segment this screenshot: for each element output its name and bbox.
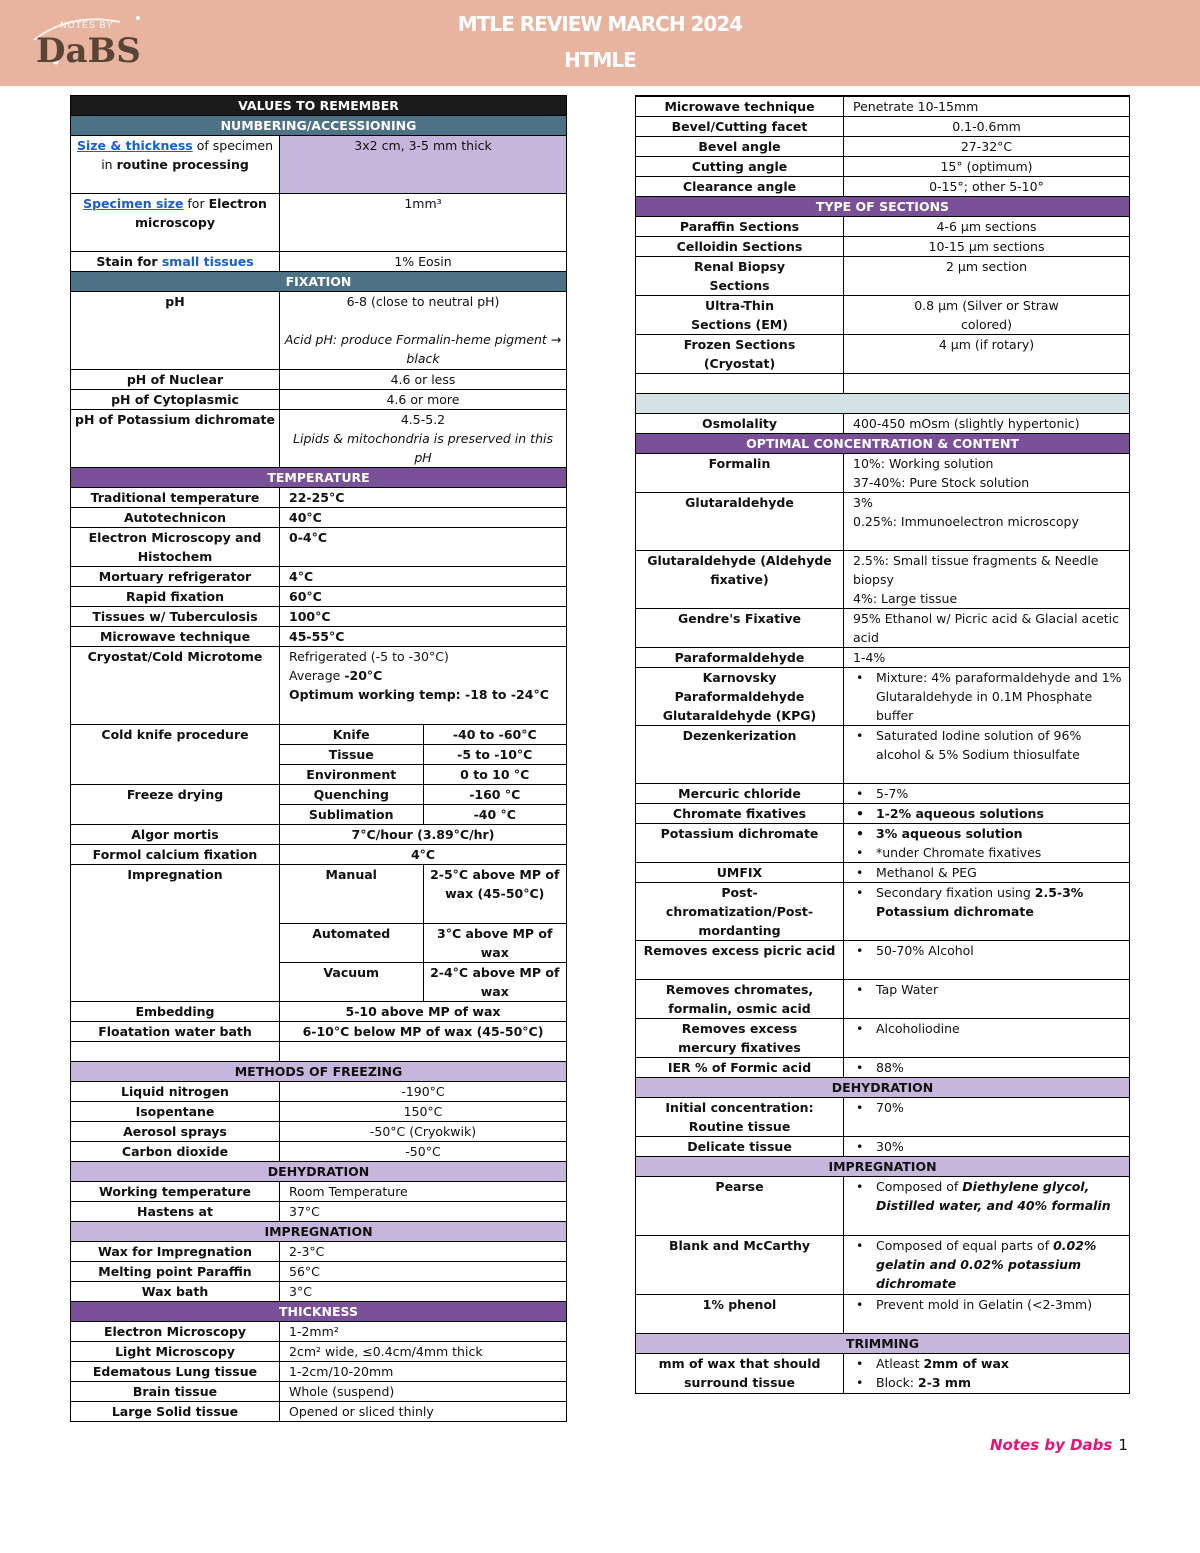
- bullet-item: • Composed of Diethylene glycol, Distilled water, and 40% formalin: [847, 1177, 1126, 1215]
- row-label: IER % of Formic acid: [636, 1058, 844, 1078]
- row-label: Bevel angle: [636, 137, 844, 157]
- bullet-item: • 1-2% aqueous solutions: [847, 804, 1126, 823]
- row-value: 100°C: [280, 607, 567, 627]
- row-label: Removes chromates, formalin, osmic acid: [636, 980, 844, 1019]
- sub-label: Automated: [280, 923, 423, 962]
- row-value: 400-450 mOsm (slightly hypertonic): [844, 414, 1130, 434]
- row-value: [844, 980, 1130, 1019]
- divider-row: [636, 394, 1130, 414]
- sub-label: Vacuum: [280, 962, 423, 1001]
- row-value: [844, 883, 1130, 941]
- section-heading-freezing: METHODS OF FREEZING: [71, 1062, 567, 1082]
- section-title: VALUES TO REMEMBER: [71, 96, 567, 116]
- row-label: pH of Cytoplasmic: [71, 390, 280, 410]
- row-label: Delicate tissue: [636, 1137, 844, 1157]
- row-value: 1mm³: [280, 194, 567, 252]
- header-title: MTLE REVIEW MARCH 2024: [457, 12, 743, 36]
- row-label: Osmolality: [636, 414, 844, 434]
- section-heading-impregnation: IMPREGNATION: [636, 1157, 1130, 1177]
- sub-value: 2-4°C above MP of wax: [423, 962, 566, 1001]
- sub-label: Environment: [280, 765, 423, 785]
- row-value: 4-6 µm sections: [844, 217, 1130, 237]
- sub-label: Tissue: [280, 745, 423, 765]
- row-label: Autotechnicon: [71, 508, 280, 528]
- bullet-item: • 88%: [847, 1058, 1126, 1077]
- row-value: -50°C (Cryokwik): [280, 1122, 567, 1142]
- row-label: Freeze drying: [71, 785, 280, 825]
- row-label: Melting point Paraffin: [71, 1262, 280, 1282]
- row-label: Glutaraldehyde: [636, 493, 844, 551]
- row-value: [844, 668, 1130, 726]
- row-value: [844, 726, 1130, 784]
- row-value: 3°C: [280, 1282, 567, 1302]
- row-value: 56°C: [280, 1262, 567, 1282]
- row-label: UMFIX: [636, 863, 844, 883]
- row-label: Ultra-Thin Sections (EM): [636, 296, 844, 335]
- row-value: 4.5-5.2 Lipids & mitochondria is preserved in this pH: [280, 410, 567, 468]
- row-value: 4.6 or less: [280, 370, 567, 390]
- row-value: Whole (suspend): [280, 1382, 567, 1402]
- knife-subtable: [280, 725, 567, 785]
- row-value: 0-4°C: [280, 528, 567, 567]
- row-value: 4°C: [280, 567, 567, 587]
- row-value: Refrigerated (-5 to -30°C) Average -20°C Optimum working temp: -18 to -24°C: [280, 647, 567, 725]
- section-heading-dehydration: DEHYDRATION: [636, 1078, 1130, 1098]
- row-value: [844, 804, 1130, 824]
- row-value: [844, 1098, 1130, 1137]
- bullet-item: • Tap Water: [847, 980, 1126, 999]
- row-value: 22-25°C: [280, 488, 567, 508]
- row-value: [844, 1137, 1130, 1157]
- empty-cell: [636, 374, 844, 394]
- sub-value: -40 to -60°C: [423, 725, 566, 745]
- row-label: Pearse: [636, 1177, 844, 1236]
- row-label: Mercuric chloride: [636, 784, 844, 804]
- row-label: Cutting angle: [636, 157, 844, 177]
- row-label: Chromate fixatives: [636, 804, 844, 824]
- sub-value: -160 °C: [423, 785, 566, 805]
- row-label: Renal Biopsy Sections: [636, 257, 844, 296]
- section-heading-temperature: TEMPERATURE: [71, 468, 567, 488]
- row-value: [844, 1058, 1130, 1078]
- row-label: Mortuary refrigerator: [71, 567, 280, 587]
- row-value: 5-10 above MP of wax: [280, 1002, 567, 1022]
- bullet-item: • Block: 2-3 mm: [847, 1373, 1126, 1392]
- row-label: Microwave technique: [71, 627, 280, 647]
- sub-label: Quenching: [280, 785, 423, 805]
- row-label: Removes excess picric acid: [636, 941, 844, 980]
- row-value: 4 µm (if rotary): [844, 335, 1130, 374]
- row-value: [844, 1236, 1130, 1295]
- row-value: 0.1-0.6mm: [844, 117, 1130, 137]
- row-label: Wax bath: [71, 1282, 280, 1302]
- row-value: 2-3°C: [280, 1242, 567, 1262]
- row-label: Brain tissue: [71, 1382, 280, 1402]
- link-size-thickness[interactable]: Size & thickness: [76, 138, 193, 153]
- row-label: Edematous Lung tissue: [71, 1362, 280, 1382]
- row-value: [844, 784, 1130, 804]
- row-value: 0-15°; other 5-10°: [844, 177, 1130, 197]
- row-label: Working temperature: [71, 1182, 280, 1202]
- row-value: 4.6 or more: [280, 390, 567, 410]
- bullet-item: • Secondary fixation using 2.5-3% Potassium dichromate: [847, 883, 1126, 921]
- right-values-table: [635, 95, 1130, 1394]
- page-header: [0, 0, 1200, 86]
- row-value: 60°C: [280, 587, 567, 607]
- row-label: pH: [71, 292, 280, 370]
- row-value: 45-55°C: [280, 627, 567, 647]
- bullet-item: • Alcoholiodine: [847, 1019, 1126, 1038]
- row-value: 10-15 µm sections: [844, 237, 1130, 257]
- row-label: Cryostat/Cold Microtome: [71, 647, 280, 725]
- link-specimen-size[interactable]: Specimen size: [83, 196, 184, 211]
- row-label: Traditional temperature: [71, 488, 280, 508]
- row-label: Electron Microscopy and Histochem: [71, 528, 280, 567]
- row-value: Opened or sliced thinly: [280, 1402, 567, 1422]
- row-label: Formalin: [636, 454, 844, 493]
- section-heading-numbering: NUMBERING/ACCESSIONING: [71, 116, 567, 136]
- row-value: [844, 941, 1130, 980]
- bullet-item: • 70%: [847, 1098, 1126, 1117]
- row-label: Isopentane: [71, 1102, 280, 1122]
- row-value: 1-4%: [844, 648, 1130, 668]
- row-label: Stain for small tissues: [71, 252, 280, 272]
- impregnation-subtable: [280, 865, 567, 1002]
- row-value: [844, 1019, 1130, 1058]
- row-value: 10%: Working solution 37-40%: Pure Stock solution: [844, 454, 1130, 493]
- sub-label: Knife: [280, 725, 423, 745]
- row-label: 1% phenol: [636, 1295, 844, 1334]
- section-heading-fixation: FIXATION: [71, 272, 567, 292]
- section-heading-thickness: THICKNESS: [71, 1302, 567, 1322]
- page-footer: [990, 1436, 1128, 1454]
- logo-small-text: NOTES BY: [60, 20, 114, 30]
- empty-cell: [844, 374, 1130, 394]
- row-value: 6-10°C below MP of wax (45-50°C): [280, 1022, 567, 1042]
- row-label: Size & thickness of specimen in routine processing: [71, 136, 280, 194]
- row-label: Cold knife procedure: [71, 725, 280, 785]
- section-heading-impregnation: IMPREGNATION: [71, 1222, 567, 1242]
- sub-value: 0 to 10 °C: [423, 765, 566, 785]
- row-label: Microwave technique: [636, 96, 844, 117]
- row-value: [844, 1295, 1130, 1334]
- sub-value: -5 to -10°C: [423, 745, 566, 765]
- row-label: Karnovsky Paraformaldehyde Glutaraldehyde (KPG): [636, 668, 844, 726]
- row-label: Gendre's Fixative: [636, 609, 844, 648]
- row-label: mm of wax that should surround tissue: [636, 1354, 844, 1394]
- row-label: Paraformaldehyde: [636, 648, 844, 668]
- row-label: Paraffin Sections: [636, 217, 844, 237]
- row-value: 4°C: [280, 845, 567, 865]
- row-value: Penetrate 10-15mm: [844, 96, 1130, 117]
- bullet-item: • *under Chromate fixatives: [847, 843, 1126, 862]
- bullet-item: • Atleast 2mm of wax: [847, 1354, 1126, 1373]
- row-label: Bevel/Cutting facet: [636, 117, 844, 137]
- footer-text: Notes by Dabs: [990, 1436, 1113, 1454]
- bullet-item: • Prevent mold in Gelatin (<2-3mm): [847, 1295, 1126, 1314]
- header-subtitle: HTMLE: [564, 48, 636, 72]
- row-value: [844, 1354, 1130, 1394]
- row-value: 1-2cm/10-20mm: [280, 1362, 567, 1382]
- row-label: Aerosol sprays: [71, 1122, 280, 1142]
- row-label: Algor mortis: [71, 825, 280, 845]
- sub-label: Sublimation: [280, 805, 423, 825]
- row-label: Formol calcium fixation: [71, 845, 280, 865]
- bullet-item: • Methanol & PEG: [847, 863, 1126, 882]
- row-value: [844, 1177, 1130, 1236]
- row-label: Impregnation: [71, 865, 280, 1002]
- freeze-subtable: [280, 785, 567, 825]
- row-label: Clearance angle: [636, 177, 844, 197]
- sub-value: 3°C above MP of wax: [423, 923, 566, 962]
- row-label: Electron Microscopy: [71, 1322, 280, 1342]
- bullet-item: • 30%: [847, 1137, 1126, 1156]
- row-value: [844, 824, 1130, 863]
- bullet-item: • Saturated Iodine solution of 96% alcohol & 5% Sodium thiosulfate: [847, 726, 1126, 764]
- section-heading-dehydration: DEHYDRATION: [71, 1162, 567, 1182]
- row-label: Embedding: [71, 1002, 280, 1022]
- row-label: Tissues w/ Tuberculosis: [71, 607, 280, 627]
- sub-label: Manual: [280, 865, 423, 923]
- empty-cell: [280, 1042, 567, 1062]
- section-heading-sections: TYPE OF SECTIONS: [636, 197, 1130, 217]
- left-values-table: [70, 95, 567, 1422]
- row-value: 95% Ethanol w/ Picric acid & Glacial acetic acid: [844, 609, 1130, 648]
- row-value: 3% 0.25%: Immunoelectron microscopy: [844, 493, 1130, 551]
- row-value: 37°C: [280, 1202, 567, 1222]
- row-value: -50°C: [280, 1142, 567, 1162]
- sub-value: 2-5°C above MP of wax (45-50°C): [423, 865, 566, 923]
- row-label: Carbon dioxide: [71, 1142, 280, 1162]
- row-label: Blank and McCarthy: [636, 1236, 844, 1295]
- section-heading-trimming: TRIMMING: [636, 1334, 1130, 1354]
- row-value: 1% Eosin: [280, 252, 567, 272]
- row-label: Dezenkerization: [636, 726, 844, 784]
- row-label: Hastens at: [71, 1202, 280, 1222]
- row-label: Glutaraldehyde (Aldehyde fixative): [636, 551, 844, 609]
- row-value: 6-8 (close to neutral pH) Acid pH: produce Formalin-heme pigment → black: [280, 292, 567, 370]
- row-label: Initial concentration: Routine tissue: [636, 1098, 844, 1137]
- page-number: 1: [1118, 1436, 1128, 1454]
- row-value: [844, 863, 1130, 883]
- row-value: 3x2 cm, 3-5 mm thick: [280, 136, 567, 194]
- bullet-item: • 5-7%: [847, 784, 1126, 803]
- row-value: 27-32°C: [844, 137, 1130, 157]
- bullet-item: • 50-70% Alcohol: [847, 941, 1126, 960]
- bullet-item: • Composed of equal parts of 0.02% gelatin and 0.02% potassium dichromate: [847, 1236, 1126, 1293]
- row-value: 2 µm section: [844, 257, 1130, 296]
- row-value: 2.5%: Small tissue fragments & Needle biopsy 4%: Large tissue: [844, 551, 1130, 609]
- row-value: 15° (optimum): [844, 157, 1130, 177]
- logo-big-text: DaBS: [36, 31, 141, 71]
- bullet-item: • Mixture: 4% paraformaldehyde and 1% Glutaraldehyde in 0.1M Phosphate buffer: [847, 668, 1126, 725]
- row-label: Large Solid tissue: [71, 1402, 280, 1422]
- row-value: 0.8 µm (Silver or Straw colored): [844, 296, 1130, 335]
- row-label: Wax for Impregnation: [71, 1242, 280, 1262]
- section-heading-optimal: OPTIMAL CONCENTRATION & CONTENT: [636, 434, 1130, 454]
- row-label: Frozen Sections (Cryostat): [636, 335, 844, 374]
- row-label: Post-chromatization/Post-mordanting: [636, 883, 844, 941]
- row-label: Removes excess mercury fixatives: [636, 1019, 844, 1058]
- row-label: pH of Potassium dichromate: [71, 410, 280, 468]
- row-label: pH of Nuclear: [71, 370, 280, 390]
- sub-value: -40 °C: [423, 805, 566, 825]
- row-label: Rapid fixation: [71, 587, 280, 607]
- row-value: 2cm² wide, ≤0.4cm/4mm thick: [280, 1342, 567, 1362]
- row-value: 150°C: [280, 1102, 567, 1122]
- row-value: Room Temperature: [280, 1182, 567, 1202]
- row-value: -190°C: [280, 1082, 567, 1102]
- bullet-item: • 3% aqueous solution: [847, 824, 1126, 843]
- row-label: Celloidin Sections: [636, 237, 844, 257]
- row-label: Specimen size for Electron microscopy: [71, 194, 280, 252]
- row-value: 1-2mm²: [280, 1322, 567, 1342]
- empty-cell: [71, 1042, 280, 1062]
- row-label: Floatation water bath: [71, 1022, 280, 1042]
- row-label: Liquid nitrogen: [71, 1082, 280, 1102]
- row-value: 40°C: [280, 508, 567, 528]
- row-label: Potassium dichromate: [636, 824, 844, 863]
- row-value: 7°C/hour (3.89°C/hr): [280, 825, 567, 845]
- row-label: Light Microscopy: [71, 1342, 280, 1362]
